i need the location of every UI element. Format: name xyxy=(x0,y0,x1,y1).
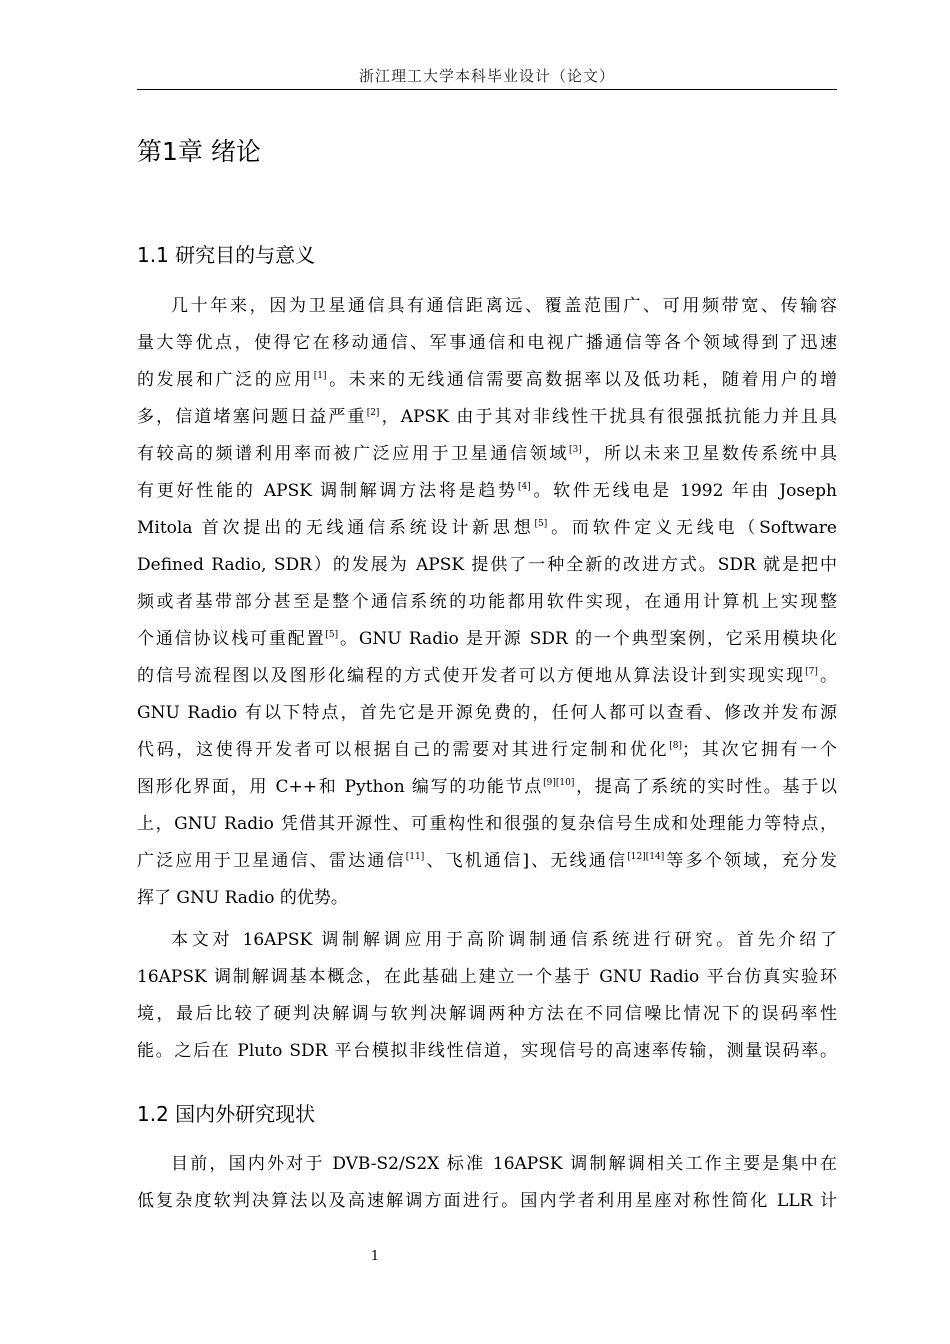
citation: [2] xyxy=(366,408,380,418)
section-title-1-2: 1.2 国内外研究现状 xyxy=(137,1102,316,1126)
citation: [4] xyxy=(517,482,531,492)
text-line: 低复杂度软判决算法以及高速解调方面进行。国内学者利用星座对称性简化 LLR 计 xyxy=(137,1191,837,1211)
text-line: 能。之后在 Pluto SDR 平台模拟非线性信道，实现信号的高速率传输，测量误码率。 xyxy=(137,1041,837,1061)
citation: [1] xyxy=(313,371,327,381)
citation: [9][10] xyxy=(543,778,575,788)
citation: [5] xyxy=(325,630,339,640)
header-rule xyxy=(137,89,837,90)
body-paragraph-1 xyxy=(137,288,837,917)
citation: [12][14] xyxy=(627,852,665,862)
text-line: 量大等优点，使得它在移动通信、军事通信和电视广播通信等各个领域得到了迅速 xyxy=(137,333,837,353)
text-line: 的信号流程图以及图形化编程的方式使开发者可以方便地从算法设计到实现实现[7]。 xyxy=(137,666,838,686)
running-header: 浙江理工大学本科毕业设计（论文） xyxy=(358,67,615,85)
text-line: 多，信道堵塞问题日益严重[2]，APSK 由于其对非线性干扰具有很强抵抗能力并且具 xyxy=(137,407,837,427)
section-title-1-1: 1.1 研究目的与意义 xyxy=(137,243,316,267)
citation: [3] xyxy=(569,445,582,455)
text-line: 挥了 GNU Radio 的优势。 xyxy=(137,888,348,908)
text-line: GNU Radio 有以下特点，首先它是开源免费的，任何人都可以查看、修改并发布源 xyxy=(137,703,837,723)
text-line: 有更好性能的 APSK 调制解调方法将是趋势[4]。软件无线电是 1992 年由 Joseph xyxy=(137,481,838,501)
text-line: 几十年来，因为卫星通信具有通信距离远、覆盖范围广、可用频带宽、传输容 xyxy=(171,296,837,316)
citation: [5] xyxy=(534,519,548,529)
text-line: 目前，国内外对于 DVB-S2/S2X 标准 16APSK 调制解调相关工作主要是集中在 xyxy=(171,1154,837,1174)
text-line: 广泛应用于卫星通信、雷达通信[11]、飞机通信]、无线通信[12][14]等多个领域，充分发 xyxy=(137,851,838,871)
body-paragraph-3 xyxy=(137,1146,837,1220)
citation: [7] xyxy=(805,667,818,677)
text-line: 的发展和广泛的应用[1]。未来的无线通信需要高数据率以及低功耗，随着用户的增 xyxy=(137,370,838,390)
text-line: Mitola 首次提出的无线通信系统设计新思想[5]。而软件定义无线电（Software xyxy=(137,518,837,538)
body-paragraph-2 xyxy=(137,922,837,1070)
text-line: 16APSK 调制解调基本概念，在此基础上建立一个基于 GNU Radio 平台仿真实验环 xyxy=(137,967,837,987)
text-line: 个通信协议栈可重配置[5]。GNU Radio 是开源 SDR 的一个典型案例，它采用模块化 xyxy=(137,629,837,649)
text-line: 有较高的频谱利用率而被广泛应用于卫星通信领域[3]，所以未来卫星数传系统中具 xyxy=(137,444,838,464)
text-line: 代码，这使得开发者可以根据自己的需要对其进行定制和优化[8]；其次它拥有一个 xyxy=(137,740,838,760)
text-line: Defined Radio, SDR）的发展为 APSK 提供了一种全新的改进方式。SDR 就是把中 xyxy=(137,555,837,575)
citation: [8] xyxy=(669,741,683,751)
text-line: 上，GNU Radio 凭借其开源性、可重构性和很强的复杂信号生成和处理能力等特点， xyxy=(137,814,837,834)
text-line: 本文对 16APSK 调制解调应用于高阶调制通信系统进行研究。首先介绍了 xyxy=(171,930,837,950)
chapter-title: 第1章 绪论 xyxy=(137,137,261,166)
page-number: 1 xyxy=(370,1249,380,1264)
citation: [11] xyxy=(405,852,425,862)
text-line: 境，最后比较了硬判决解调与软判决解调两种方法在不同信噪比情况下的误码率性 xyxy=(137,1004,837,1024)
text-line: 图形化界面，用 C++和 Python 编写的功能节点[9][10]，提高了系统的实时性。基于以 xyxy=(137,777,838,797)
text-line: 频或者基带部分甚至是整个通信系统的功能都用软件实现，在通用计算机上实现整 xyxy=(137,592,837,612)
